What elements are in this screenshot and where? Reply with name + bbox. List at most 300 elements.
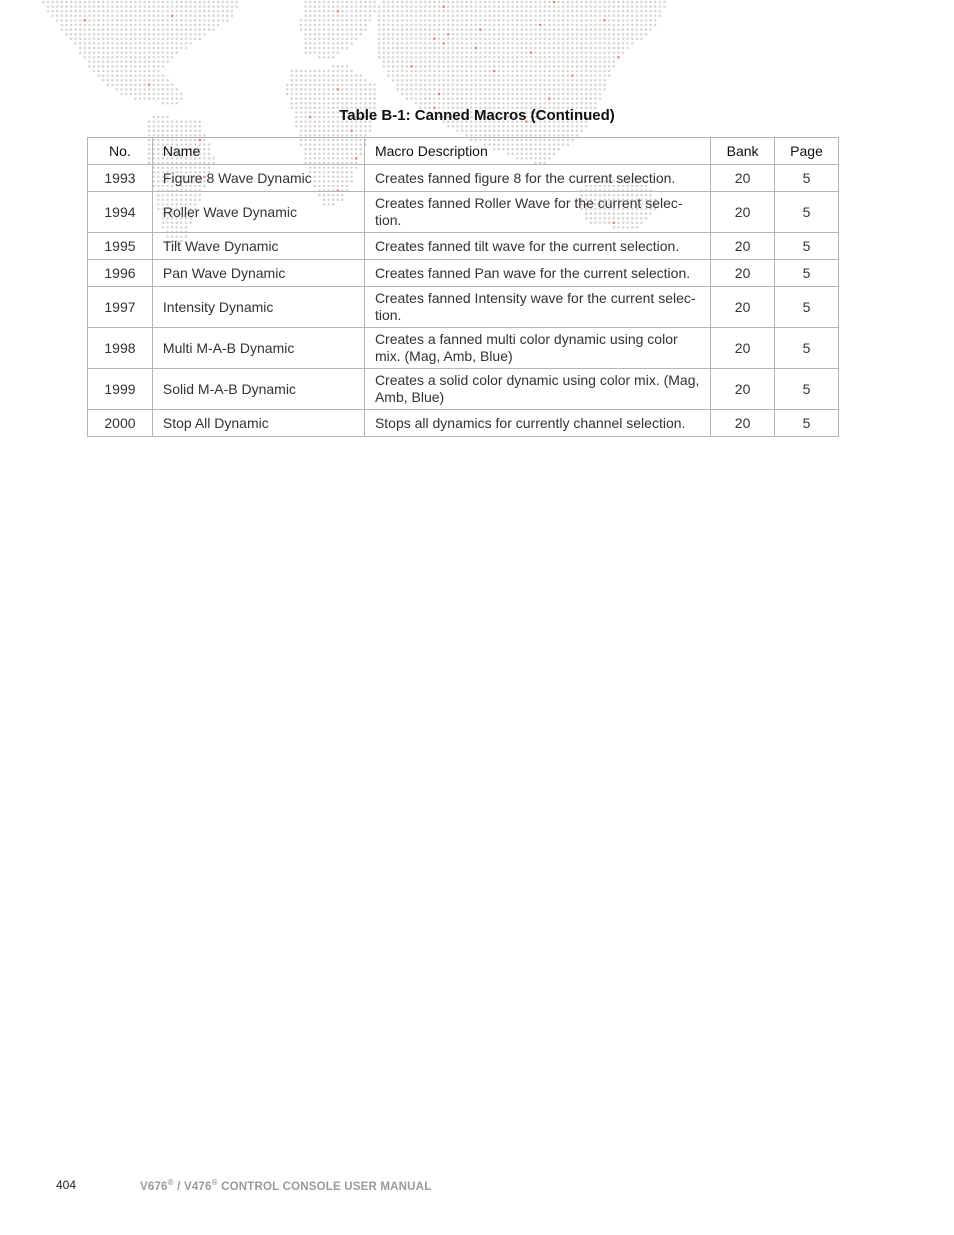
map-dot [406, 61, 409, 64]
map-dot [636, 33, 639, 36]
map-dot [332, 28, 335, 31]
map-dot [415, 15, 418, 17]
map-dot [350, 19, 353, 22]
map-dot [594, 102, 597, 105]
map-dot [341, 42, 344, 45]
map-dot [626, 1, 629, 4]
map-dot [208, 5, 211, 8]
map-dot [74, 5, 77, 8]
map-dot [79, 47, 82, 50]
map-dot [143, 28, 146, 31]
map-dot [102, 1, 105, 4]
map-dot [640, 19, 643, 22]
map-dot [401, 42, 404, 45]
map-dot [125, 1, 128, 4]
map-dot [217, 19, 220, 22]
map-dot [415, 33, 418, 36]
map-dot [130, 42, 133, 45]
map-dot [189, 1, 192, 4]
map-dot [125, 24, 128, 27]
map-dot [530, 61, 533, 64]
map-dot [176, 42, 179, 45]
map-dot [479, 93, 482, 96]
map-dot [553, 79, 556, 82]
map-dot [484, 74, 487, 77]
map-dot [180, 28, 183, 31]
map-dot [525, 56, 528, 59]
map-dot [493, 70, 496, 73]
map-dot [590, 61, 593, 64]
map-dot [120, 93, 123, 96]
map-dot [166, 88, 169, 91]
map-dot [337, 125, 340, 128]
map-dot [148, 19, 151, 22]
map-dot [567, 79, 570, 82]
map-dot [599, 93, 602, 96]
map-dot [166, 5, 169, 8]
map-dot [548, 33, 551, 36]
map-dot [125, 88, 128, 91]
map-dot [521, 130, 524, 133]
map-dot [562, 93, 565, 96]
map-dot [603, 24, 606, 27]
map-dot [475, 97, 478, 100]
map-dot [562, 1, 565, 4]
cell-description: Stops all dynamics for currently channel selection. [364, 410, 710, 437]
map-dot [415, 88, 418, 91]
map-dot [185, 24, 188, 27]
cell-page: 5 [775, 410, 839, 437]
map-dot [125, 70, 128, 73]
map-dot [406, 88, 409, 91]
map-dot [475, 33, 478, 36]
map-dot [511, 79, 514, 82]
map-dot [125, 56, 128, 59]
map-dot [350, 38, 353, 41]
map-dot [323, 79, 326, 82]
map-dot [622, 24, 625, 27]
map-dot [176, 38, 179, 41]
map-dot [300, 97, 303, 100]
map-dot [594, 19, 597, 22]
map-dot [116, 47, 119, 50]
map-dot [327, 97, 330, 100]
map-dot [498, 97, 501, 100]
map-dot [304, 24, 307, 27]
map-dot [107, 84, 110, 87]
map-dot [502, 28, 505, 31]
map-dot [636, 38, 639, 41]
map-dot [157, 5, 160, 8]
map-dot [341, 97, 344, 100]
map-dot [383, 42, 386, 45]
map-dot [323, 51, 326, 54]
map-dot [636, 5, 639, 8]
map-dot [93, 33, 96, 36]
map-dot [452, 102, 455, 105]
map-dot [88, 42, 91, 45]
table-row [88, 328, 839, 369]
map-dot [475, 130, 478, 133]
map-dot [580, 1, 583, 4]
map-dot [511, 65, 514, 68]
map-dot [475, 38, 478, 41]
map-dot [107, 33, 110, 36]
map-dot [521, 19, 524, 22]
map-dot [585, 1, 588, 4]
map-dot [346, 97, 349, 100]
map-dot [442, 38, 445, 41]
cell-bank: 20 [711, 260, 775, 287]
map-dot [327, 19, 330, 22]
map-dot [544, 15, 547, 17]
map-dot [166, 1, 169, 4]
map-dot [530, 70, 533, 73]
map-dot [107, 5, 110, 8]
map-dot [576, 10, 579, 13]
map-dot [502, 65, 505, 68]
map-dot [346, 38, 349, 41]
map-dot [493, 125, 496, 128]
map-dot [369, 10, 372, 13]
map-dot [327, 93, 330, 96]
map-dot [534, 19, 537, 22]
map-dot [429, 10, 432, 13]
map-dot [162, 5, 165, 8]
map-dot [544, 56, 547, 59]
map-dot [415, 51, 418, 54]
map-dot [318, 84, 321, 87]
map-dot [153, 28, 156, 31]
map-dot [291, 70, 294, 73]
map-dot [424, 47, 427, 50]
map-dot [309, 97, 312, 100]
map-dot [576, 70, 579, 73]
map-dot [502, 42, 505, 45]
map-dot [314, 47, 317, 50]
map-dot [534, 28, 537, 31]
map-dot [360, 102, 363, 105]
map-dot [194, 5, 197, 8]
map-dot [576, 97, 579, 100]
map-dot [327, 42, 330, 45]
map-dot [332, 42, 335, 45]
map-dot [314, 10, 317, 13]
map-dot [447, 28, 450, 31]
map-dot [442, 1, 445, 4]
map-dot [590, 10, 593, 13]
map-dot [189, 10, 192, 13]
map-dot [470, 24, 473, 27]
map-dot [130, 15, 133, 17]
map-dot [120, 1, 123, 4]
map-dot [594, 28, 597, 31]
map-dot [640, 15, 643, 17]
map-dot [102, 28, 105, 31]
map-dot [157, 10, 160, 13]
map-dot [97, 19, 100, 22]
map-dot [401, 1, 404, 4]
map-dot [125, 19, 128, 22]
map-dot [102, 42, 105, 45]
map-dot [553, 15, 556, 17]
map-dot [438, 19, 441, 22]
map-dot [79, 33, 82, 36]
map-dot [199, 1, 202, 4]
map-dot [447, 51, 450, 54]
map-dot [65, 19, 68, 22]
map-dot [590, 28, 593, 31]
map-dot [410, 70, 413, 73]
map-dot [327, 125, 330, 128]
map-dot [309, 1, 312, 4]
map-dot [488, 15, 491, 17]
map-dot [387, 5, 390, 8]
map-dot [590, 19, 593, 22]
map-dot [314, 102, 317, 105]
map-dot [539, 70, 542, 73]
map-dot [327, 1, 330, 4]
cell-page: 5 [775, 287, 839, 328]
map-dot [488, 1, 491, 4]
map-dot [442, 97, 445, 100]
map-dot [97, 51, 100, 54]
map-dot [116, 51, 119, 54]
map-dot [318, 1, 321, 4]
map-dot [493, 28, 496, 31]
map-dot [465, 84, 468, 87]
map-dot [84, 38, 87, 41]
map-dot [134, 10, 137, 13]
map-dot [613, 10, 616, 13]
map-dot [617, 42, 620, 45]
map-dot [470, 70, 473, 73]
map-dot [396, 28, 399, 31]
map-dot [396, 10, 399, 13]
map-dot [603, 38, 606, 41]
map-dot [337, 1, 340, 4]
map-dot [116, 70, 119, 73]
map-dot [419, 10, 422, 13]
map-dot [341, 130, 344, 133]
map-dot [153, 42, 156, 45]
map-dot [157, 125, 160, 128]
map-dot [360, 15, 363, 17]
map-dot [498, 42, 501, 45]
map-dot [511, 93, 514, 96]
map-dot [415, 93, 418, 96]
map-dot [383, 15, 386, 17]
table-row [88, 260, 839, 287]
map-dot [631, 1, 634, 4]
map-dot [603, 5, 606, 8]
map-dot [603, 33, 606, 36]
map-dot [484, 125, 487, 128]
map-dot [617, 33, 620, 36]
map-dot [107, 65, 110, 68]
map-dot [194, 15, 197, 17]
map-dot [608, 47, 611, 50]
map-dot [70, 33, 73, 36]
map-dot [502, 51, 505, 54]
map-dot [571, 93, 574, 96]
map-dot [438, 93, 441, 96]
map-dot [594, 38, 597, 41]
map-dot [645, 1, 648, 4]
map-dot [355, 15, 358, 17]
map-dot [603, 61, 606, 64]
map-dot [162, 65, 165, 68]
map-dot [465, 79, 468, 82]
map-dot [479, 84, 482, 87]
map-dot [502, 74, 505, 77]
map-dot [111, 70, 114, 73]
map-dot [442, 88, 445, 91]
map-dot [447, 88, 450, 91]
map-dot [143, 19, 146, 22]
map-dot [189, 130, 192, 133]
map-dot [534, 61, 537, 64]
map-dot [511, 24, 514, 27]
map-dot [580, 125, 583, 128]
map-dot [116, 15, 119, 17]
map-dot [323, 15, 326, 17]
map-dot [97, 38, 100, 41]
map-dot [364, 1, 367, 4]
map-dot [502, 5, 505, 8]
map-dot [447, 56, 450, 59]
map-dot [557, 70, 560, 73]
map-dot [134, 5, 137, 8]
map-dot [525, 51, 528, 54]
map-dot [406, 24, 409, 27]
map-dot [493, 93, 496, 96]
map-dot [102, 79, 105, 82]
map-dot [649, 19, 652, 22]
map-dot [139, 56, 142, 59]
map-dot [346, 125, 349, 128]
map-dot [157, 33, 160, 36]
map-dot [401, 15, 404, 17]
map-dot [617, 28, 620, 31]
map-dot [148, 125, 151, 128]
map-dot [617, 15, 620, 17]
map-dot [212, 15, 215, 17]
cell-bank: 20 [711, 287, 775, 328]
map-dot [562, 24, 565, 27]
map-dot [97, 74, 100, 77]
map-dot [153, 61, 156, 64]
map-dot [350, 88, 353, 91]
map-dot [484, 42, 487, 45]
map-dot [360, 84, 363, 87]
map-dot [143, 88, 146, 91]
map-dot [557, 97, 560, 100]
map-dot [387, 1, 390, 4]
map-dot [530, 88, 533, 91]
map-dot [180, 19, 183, 22]
map-dot [318, 10, 321, 13]
map-dot [130, 88, 133, 91]
map-dot [387, 74, 390, 77]
map-dot [350, 33, 353, 36]
map-dot [585, 74, 588, 77]
map-dot [516, 28, 519, 31]
map-dot [571, 74, 574, 77]
map-dot [180, 5, 183, 8]
map-dot [406, 1, 409, 4]
map-dot [548, 102, 551, 105]
map-dot [571, 1, 574, 4]
map-dot [360, 33, 363, 36]
map-dot [189, 24, 192, 27]
cell-name: Figure 8 Wave Dynamic [152, 165, 364, 192]
map-dot [162, 42, 165, 45]
map-dot [511, 10, 514, 13]
map-dot [360, 28, 363, 31]
map-dot [608, 5, 611, 8]
map-dot [111, 24, 114, 27]
map-dot [111, 51, 114, 54]
map-dot [557, 88, 560, 91]
map-dot [475, 51, 478, 54]
map-dot [493, 130, 496, 133]
map-dot [373, 88, 376, 91]
map-dot [438, 97, 441, 100]
map-dot [203, 1, 206, 4]
map-dot [79, 1, 82, 4]
map-dot [157, 56, 160, 59]
map-dot [553, 24, 556, 27]
map-dot [166, 79, 169, 82]
map-dot [530, 74, 533, 77]
map-dot [456, 79, 459, 82]
map-dot [84, 24, 87, 27]
map-dot [479, 33, 482, 36]
map-dot [530, 38, 533, 41]
map-dot [557, 79, 560, 82]
map-dot [360, 1, 363, 4]
map-dot [130, 74, 133, 77]
map-dot [539, 93, 542, 96]
map-dot [88, 28, 91, 31]
map-dot [314, 38, 317, 41]
map-dot [318, 5, 321, 8]
map-dot [148, 93, 151, 96]
map-dot [622, 28, 625, 31]
map-dot [406, 15, 409, 17]
map-dot [433, 93, 436, 96]
map-dot [153, 19, 156, 22]
table-row [88, 369, 839, 410]
map-dot [203, 24, 206, 27]
map-dot [355, 28, 358, 31]
map-dot [521, 10, 524, 13]
map-dot [415, 84, 418, 87]
map-dot [484, 51, 487, 54]
map-dot [387, 38, 390, 41]
map-dot [180, 97, 183, 100]
map-dot [516, 125, 519, 128]
map-dot [631, 24, 634, 27]
map-dot [392, 33, 395, 36]
map-dot [401, 56, 404, 59]
map-dot [401, 19, 404, 22]
map-dot [171, 10, 174, 13]
map-dot [429, 61, 432, 64]
map-dot [622, 47, 625, 50]
map-dot [608, 33, 611, 36]
